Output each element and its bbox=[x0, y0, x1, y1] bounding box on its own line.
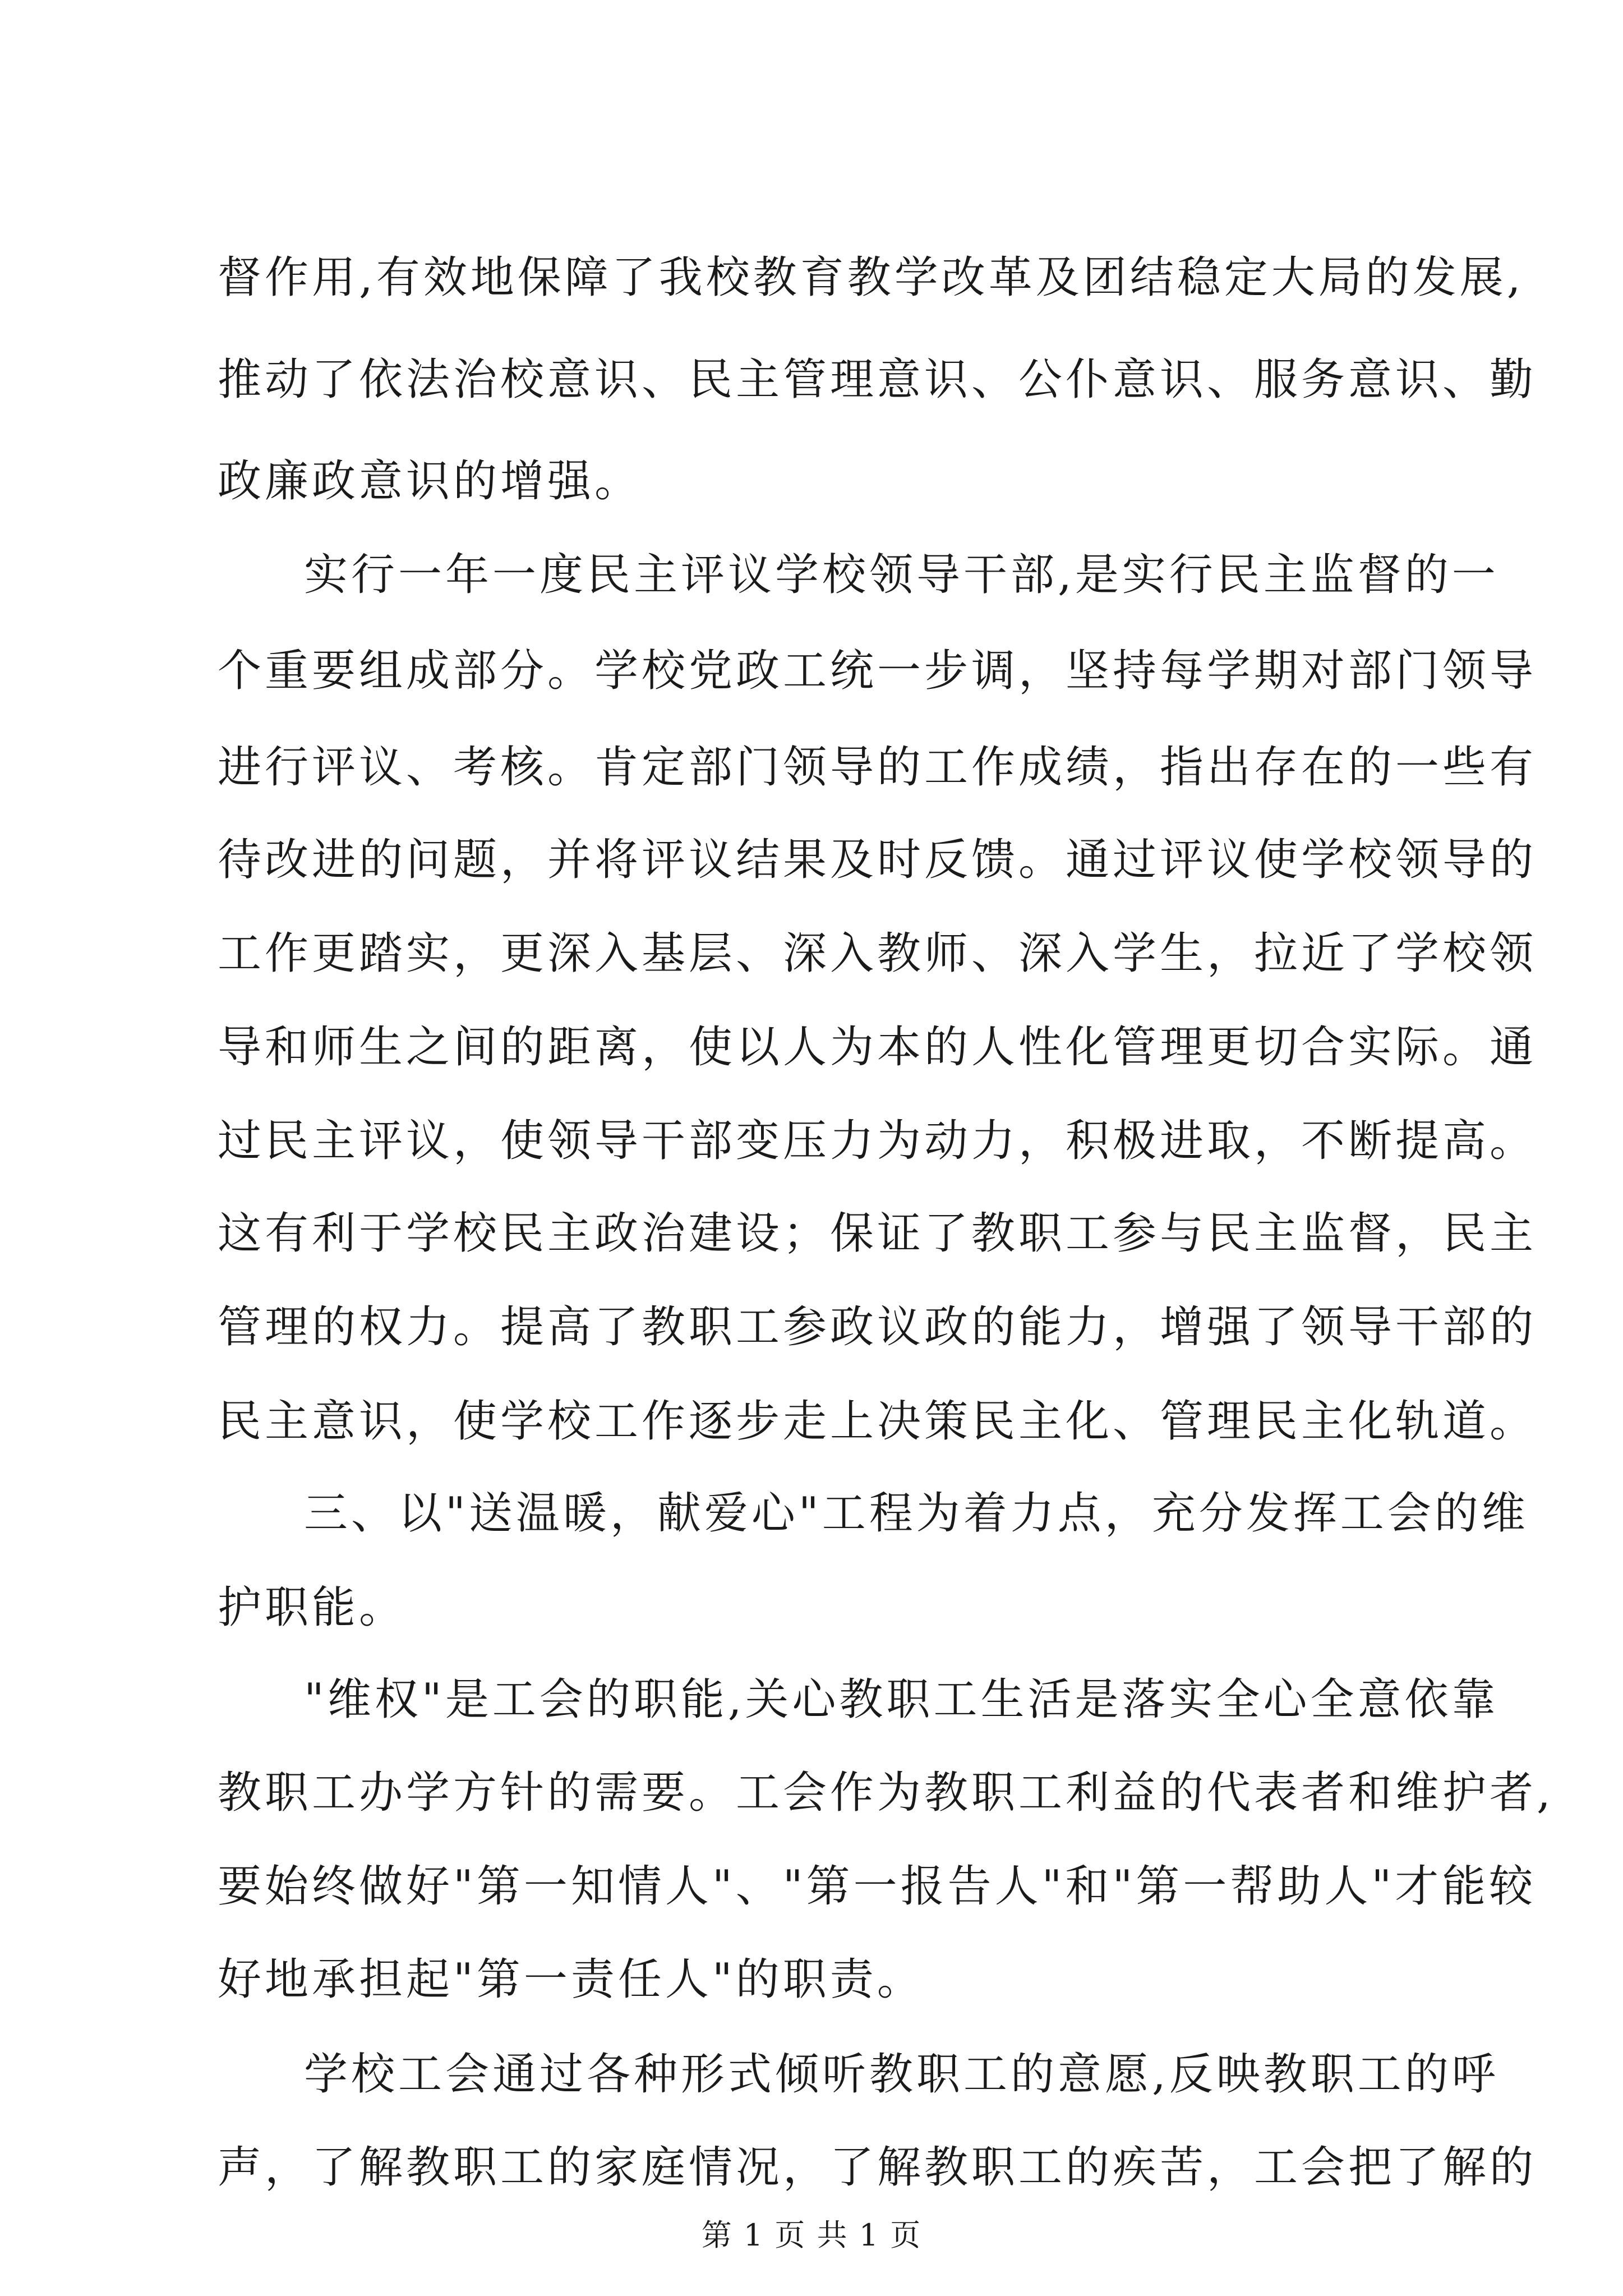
body-text-line: 工作更踏实，更深入基层、深入教师、深入学生，拉近了学校领 bbox=[218, 928, 1537, 979]
section-heading-continued: 护职能。 bbox=[218, 1582, 407, 1633]
body-text-line: 好地承担起"第一责任人"的职责。 bbox=[218, 1954, 924, 2005]
page-number-footer: 第 1 页 共 1 页 bbox=[701, 2217, 922, 2253]
body-text-line: 个重要组成部分。学校党政工统一步调，坚持每学期对部门领导 bbox=[218, 646, 1537, 696]
section-heading: 三、以"送温暖，献爱心"工程为着力点，充分发挥工会的维 bbox=[304, 1488, 1529, 1539]
paragraph-first-line: "维权"是工会的职能,关心教职工生活是落实全心全意依靠 bbox=[304, 1674, 1499, 1725]
body-text-line: 过民主评议，使领导干部变压力为动力，积极进取，不断提高。 bbox=[218, 1116, 1537, 1166]
body-text-line: 导和师生之间的距离，使以人为本的人性化管理更切合实际。通 bbox=[218, 1022, 1537, 1073]
body-text-line: 管理的权力。提高了教职工参政议政的能力，增强了领导干部的 bbox=[218, 1302, 1537, 1352]
body-text-line: 待改进的问题，并将评议结果及时反馈。通过评议使学校领导的 bbox=[218, 835, 1537, 885]
body-text-line: 教职工办学方针的需要。工会作为教职工利益的代表者和维护者, bbox=[218, 1768, 1554, 1818]
body-text-line: 政廉政意识的增强。 bbox=[218, 456, 642, 507]
body-text-line: 民主意识，使学校工作逐步走上决策民主化、管理民主化轨道。 bbox=[218, 1396, 1537, 1447]
body-text-line: 声，了解教职工的家庭情况，了解教职工的疾苦，工会把了解的 bbox=[218, 2142, 1537, 2193]
body-text-line: 进行评议、考核。肯定部门领导的工作成绩，指出存在的一些有 bbox=[218, 742, 1537, 793]
paragraph-first-line: 学校工会通过各种形式倾听教职工的意愿,反映教职工的呼 bbox=[304, 2049, 1499, 2100]
body-text-line: 要始终做好"第一知情人"、"第一报告人"和"第一帮助人"才能较 bbox=[218, 1861, 1537, 1912]
body-text-line: 这有利于学校民主政治建设；保证了教职工参与民主监督，民主 bbox=[218, 1208, 1537, 1259]
body-text-line: 推动了依法治校意识、民主管理意识、公仆意识、服务意识、勤 bbox=[218, 355, 1537, 405]
paragraph-first-line: 实行一年一度民主评议学校领导干部,是实行民主监督的一 bbox=[304, 550, 1499, 600]
body-text-line: 督作用,有效地保障了我校教育教学改革及团结稳定大局的发展, bbox=[218, 252, 1524, 303]
